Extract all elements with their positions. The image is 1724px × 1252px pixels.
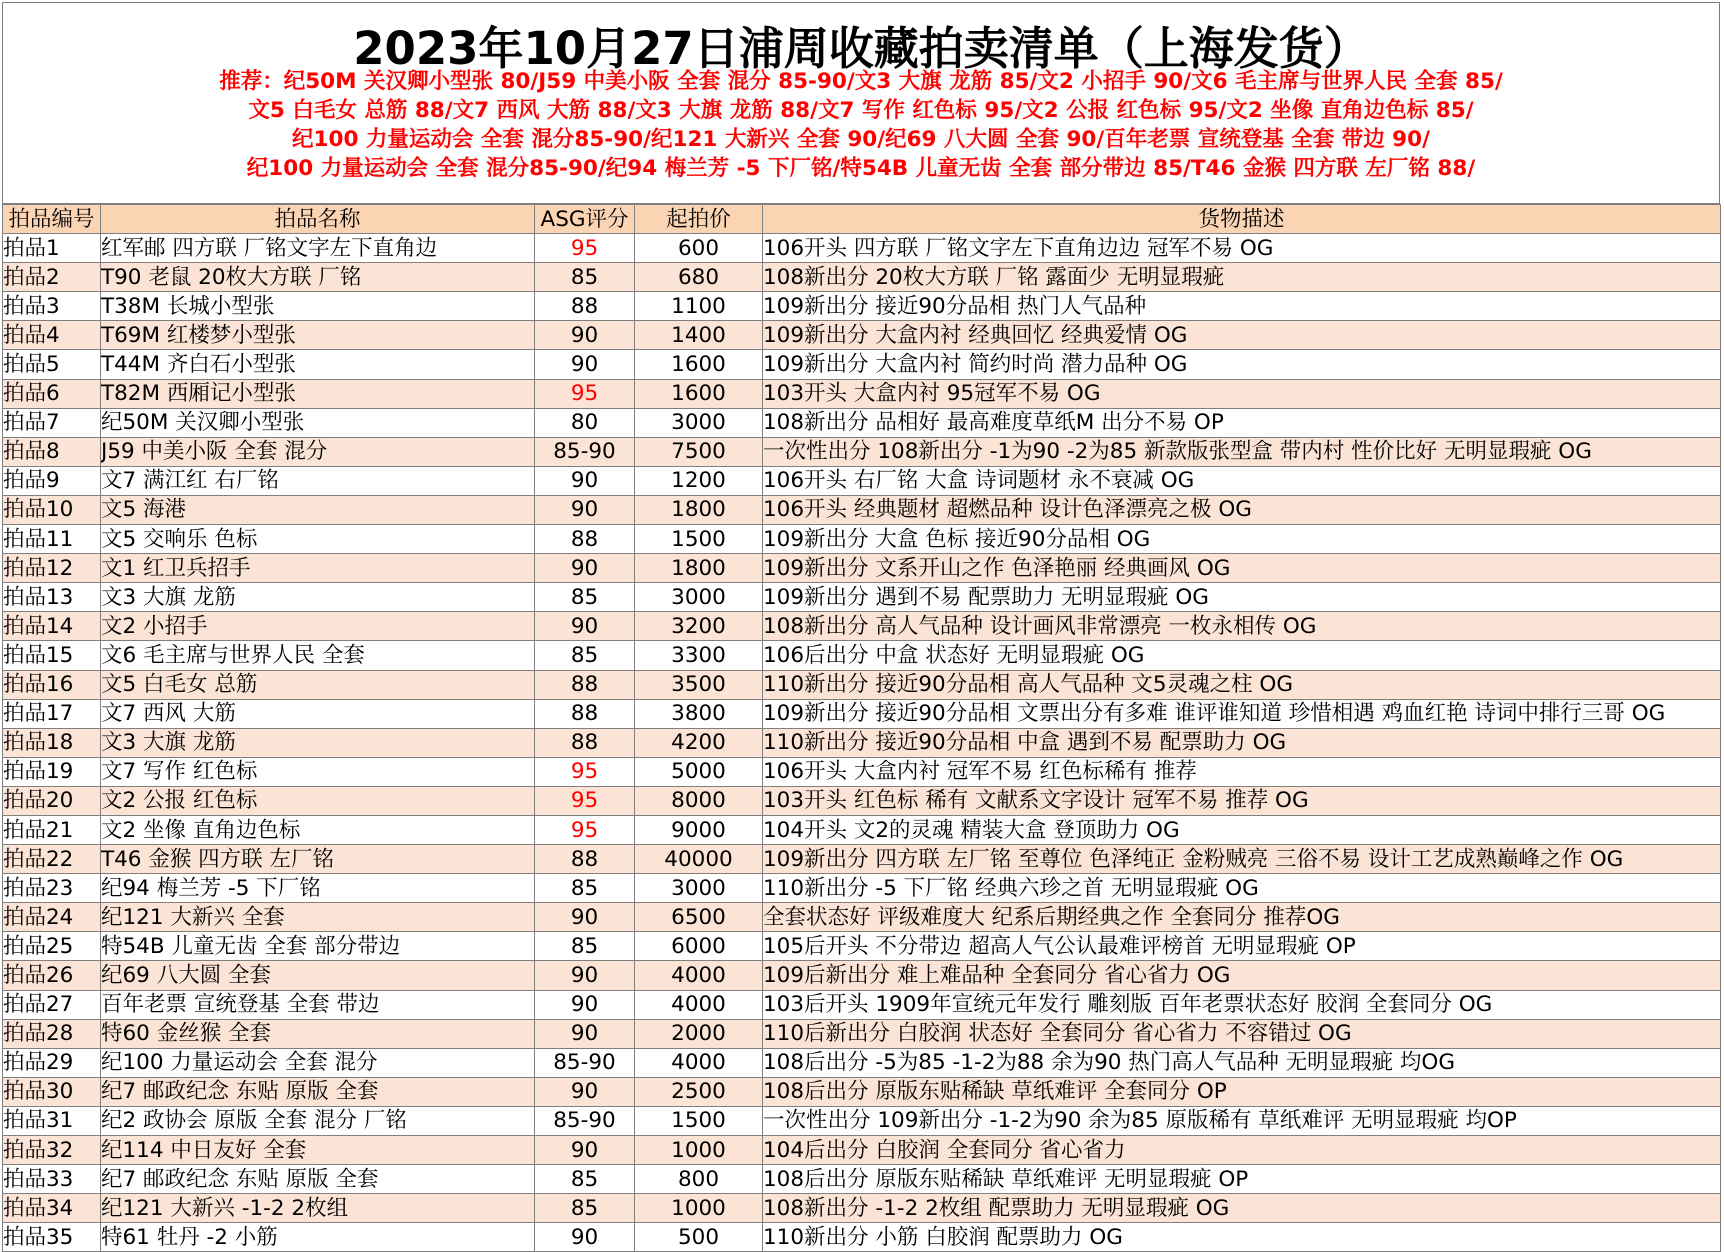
start-price-cell: 1800 (635, 554, 763, 583)
description-cell: 103开头 大盒内衬 95冠军不易 OG (763, 379, 1721, 408)
asg-score-cell: 85 (535, 641, 635, 670)
lot-name-cell: 纪100 力量运动会 全套 混分 (101, 1048, 535, 1077)
start-price-cell: 1100 (635, 292, 763, 321)
start-price-cell: 8000 (635, 786, 763, 815)
description-cell: 109新出分 接近90分品相 文票出分有多难 谁评谁知道 珍惜相遇 鸡血红艳 诗词中排行三哥 OG (763, 699, 1721, 728)
table-row (3, 990, 1721, 1019)
lot-name-cell: 文2 公报 红色标 (101, 786, 535, 815)
table-row (3, 263, 1721, 292)
lot-name-cell: 特54B 儿童无齿 全套 部分带边 (101, 932, 535, 961)
lot-name-cell: T46 金猴 四方联 左厂铭 (101, 845, 535, 874)
table-header-row (3, 205, 1721, 234)
start-price-cell: 3000 (635, 874, 763, 903)
lot-name-cell: 纪7 邮政纪念 东贴 原版 全套 (101, 1165, 535, 1194)
table-row (3, 961, 1721, 990)
asg-score-cell: 85 (535, 263, 635, 292)
lot-name-cell: 文3 大旗 龙筋 (101, 728, 535, 757)
description-cell: 106开头 经典题材 超燃品种 设计色泽漂亮之极 OG (763, 495, 1721, 524)
asg-score-cell: 90 (535, 612, 635, 641)
lot-name-cell: 文7 满江红 右厂铭 (101, 466, 535, 495)
lot-name-cell: 纪50M 关汉卿小型张 (101, 408, 535, 437)
asg-score-cell: 88 (535, 845, 635, 874)
table-row (3, 641, 1721, 670)
description-cell: 103开头 红色标 稀有 文献系文字设计 冠军不易 推荐 OG (763, 786, 1721, 815)
lot-number-cell: 拍品25 (3, 932, 101, 961)
table-row (3, 321, 1721, 350)
start-price-cell: 500 (635, 1223, 763, 1252)
asg-score-cell: 90 (535, 1136, 635, 1165)
lot-number-cell: 拍品14 (3, 612, 101, 641)
lot-number-cell: 拍品9 (3, 466, 101, 495)
description-cell: 110新出分 -5 下厂铭 经典六珍之首 无明显瑕疵 OG (763, 874, 1721, 903)
lot-number-cell: 拍品21 (3, 815, 101, 844)
start-price-cell: 1600 (635, 379, 763, 408)
description-cell: 一次性出分 108新出分 -1为90 -2为85 新款版张型盒 带内村 性价比好 无明显瑕疵 OG (763, 437, 1721, 466)
lot-name-cell: 纪2 政协会 原版 全套 混分 厂铭 (101, 1106, 535, 1135)
asg-score-cell: 85-90 (535, 1106, 635, 1135)
asg-score-cell: 85-90 (535, 437, 635, 466)
start-price-cell: 40000 (635, 845, 763, 874)
table-row (3, 874, 1721, 903)
lot-name-cell: 文3 大旗 龙筋 (101, 583, 535, 612)
description-cell: 108后出分 -5为85 -1-2为88 余为90 热门高人气品种 无明显瑕疵 均OG (763, 1048, 1721, 1077)
promo-line-3: 纪100 力量运动会 全套 混分85-90/纪121 大新兴 全套 90/纪69 八大圆 全套 90/百年老票 宣统登基 全套 带边 90/ (292, 127, 1430, 152)
asg-score-cell: 95 (535, 757, 635, 786)
lot-number-cell: 拍品27 (3, 990, 101, 1019)
asg-score-cell: 90 (535, 554, 635, 583)
lot-name-cell: 文7 西风 大筋 (101, 699, 535, 728)
start-price-cell: 3300 (635, 641, 763, 670)
lot-number-cell: 拍品29 (3, 1048, 101, 1077)
lot-name-cell: 百年老票 宣统登基 全套 带边 (101, 990, 535, 1019)
description-cell: 109新出分 大盒内衬 简约时尚 潜力品种 OG (763, 350, 1721, 379)
table-row (3, 1048, 1721, 1077)
lot-number-cell: 拍品34 (3, 1194, 101, 1223)
description-cell: 全套状态好 评级难度大 纪系后期经典之作 全套同分 推荐OG (763, 903, 1721, 932)
asg-score-cell: 95 (535, 234, 635, 263)
start-price-cell: 1000 (635, 1194, 763, 1223)
start-price-cell: 1600 (635, 350, 763, 379)
lot-name-cell: 红军邮 四方联 厂铭文字左下直角边 (101, 234, 535, 263)
lot-name-cell: T38M 长城小型张 (101, 292, 535, 321)
lot-number-cell: 拍品3 (3, 292, 101, 321)
lot-name-cell: T82M 西厢记小型张 (101, 379, 535, 408)
start-price-cell: 4000 (635, 1048, 763, 1077)
description-cell: 109后新出分 难上难品种 全套同分 省心省力 OG (763, 961, 1721, 990)
start-price-cell: 4000 (635, 990, 763, 1019)
lot-number-cell: 拍品22 (3, 845, 101, 874)
lot-number-cell: 拍品30 (3, 1077, 101, 1106)
table-row (3, 1223, 1721, 1252)
start-price-cell: 800 (635, 1165, 763, 1194)
start-price-cell: 6500 (635, 903, 763, 932)
description-cell: 108新出分 20枚大方联 厂铭 露面少 无明显瑕疵 (763, 263, 1721, 292)
table-body (3, 234, 1721, 1252)
lot-number-cell: 拍品20 (3, 786, 101, 815)
asg-score-cell: 85 (535, 1165, 635, 1194)
table-row (3, 1077, 1721, 1106)
lot-name-cell: 纪69 八大圆 全套 (101, 961, 535, 990)
column-header-start-price: 起拍价 (635, 205, 763, 234)
lot-number-cell: 拍品10 (3, 495, 101, 524)
table-row (3, 728, 1721, 757)
lot-number-cell: 拍品18 (3, 728, 101, 757)
lot-number-cell: 拍品33 (3, 1165, 101, 1194)
promo-line-4: 纪100 力量运动会 全套 混分85-90/纪94 梅兰芳 -5 下厂铭/特54B 儿童无齿 全套 部分带边 85/T46 金猴 四方联 左厂铭 88/ (246, 156, 1476, 181)
start-price-cell: 3000 (635, 408, 763, 437)
lot-name-cell: T90 老鼠 20枚大方联 厂铭 (101, 263, 535, 292)
lot-number-cell: 拍品13 (3, 583, 101, 612)
description-cell: 110后新出分 白胶润 状态好 全套同分 省心省力 不容错过 OG (763, 1019, 1721, 1048)
table-row (3, 903, 1721, 932)
header-area (2, 2, 1720, 204)
start-price-cell: 5000 (635, 757, 763, 786)
description-cell: 110新出分 接近90分品相 高人气品种 文5灵魂之柱 OG (763, 670, 1721, 699)
table-row (3, 932, 1721, 961)
table-row (3, 815, 1721, 844)
table-row (3, 699, 1721, 728)
lot-name-cell: 文6 毛主席与世界人民 全套 (101, 641, 535, 670)
asg-score-cell: 90 (535, 350, 635, 379)
lot-number-cell: 拍品2 (3, 263, 101, 292)
start-price-cell: 1500 (635, 525, 763, 554)
table-row (3, 670, 1721, 699)
asg-score-cell: 85 (535, 583, 635, 612)
column-header-lot-number: 拍品编号 (3, 205, 101, 234)
lot-number-cell: 拍品31 (3, 1106, 101, 1135)
start-price-cell: 7500 (635, 437, 763, 466)
start-price-cell: 2000 (635, 1019, 763, 1048)
asg-score-cell: 85 (535, 1194, 635, 1223)
lot-name-cell: 文5 交响乐 色标 (101, 525, 535, 554)
lot-name-cell: J59 中美小阪 全套 混分 (101, 437, 535, 466)
column-header-asg-score: ASG评分 (535, 205, 635, 234)
table-row (3, 234, 1721, 263)
description-cell: 108后出分 原版东贴稀缺 草纸难评 无明显瑕疵 OP (763, 1165, 1721, 1194)
column-header-lot-name: 拍品名称 (101, 205, 535, 234)
asg-score-cell: 85 (535, 874, 635, 903)
start-price-cell: 1400 (635, 321, 763, 350)
lot-name-cell: 纪7 邮政纪念 东贴 原版 全套 (101, 1077, 535, 1106)
description-cell: 110新出分 小筋 白胶润 配票助力 OG (763, 1223, 1721, 1252)
table-row (3, 292, 1721, 321)
asg-score-cell: 85-90 (535, 1048, 635, 1077)
lot-name-cell: 文2 坐像 直角边色标 (101, 815, 535, 844)
description-cell: 104后出分 白胶润 全套同分 省心省力 (763, 1136, 1721, 1165)
description-cell: 108新出分 高人气品种 设计画风非常漂亮 一枚永相传 OG (763, 612, 1721, 641)
table-row (3, 786, 1721, 815)
description-cell: 103后开头 1909年宣统元年发行 雕刻版 百年老票状态好 胶润 全套同分 OG (763, 990, 1721, 1019)
lot-name-cell: 特60 金丝猴 全套 (101, 1019, 535, 1048)
asg-score-cell: 88 (535, 525, 635, 554)
table-row (3, 1019, 1721, 1048)
start-price-cell: 3000 (635, 583, 763, 612)
description-cell: 106开头 四方联 厂铭文字左下直角边边 冠军不易 OG (763, 234, 1721, 263)
asg-score-cell: 95 (535, 815, 635, 844)
asg-score-cell: 95 (535, 786, 635, 815)
asg-score-cell: 88 (535, 699, 635, 728)
lot-number-cell: 拍品6 (3, 379, 101, 408)
asg-score-cell: 90 (535, 466, 635, 495)
description-cell: 110新出分 接近90分品相 中盒 遇到不易 配票助力 OG (763, 728, 1721, 757)
asg-score-cell: 85 (535, 932, 635, 961)
description-cell: 106开头 大盒内衬 冠军不易 红色标稀有 推荐 (763, 757, 1721, 786)
table-row (3, 1106, 1721, 1135)
table-row (3, 408, 1721, 437)
asg-score-cell: 90 (535, 1077, 635, 1106)
asg-score-cell: 80 (535, 408, 635, 437)
lot-name-cell: 文2 小招手 (101, 612, 535, 641)
lot-number-cell: 拍品35 (3, 1223, 101, 1252)
start-price-cell: 600 (635, 234, 763, 263)
table-row (3, 1136, 1721, 1165)
asg-score-cell: 88 (535, 728, 635, 757)
table-row (3, 466, 1721, 495)
lot-number-cell: 拍品16 (3, 670, 101, 699)
lot-number-cell: 拍品32 (3, 1136, 101, 1165)
asg-score-cell: 95 (535, 379, 635, 408)
description-cell: 106后出分 中盒 状态好 无明显瑕疵 OG (763, 641, 1721, 670)
start-price-cell: 680 (635, 263, 763, 292)
lot-number-cell: 拍品11 (3, 525, 101, 554)
asg-score-cell: 90 (535, 495, 635, 524)
description-cell: 109新出分 接近90分品相 热门人气品种 (763, 292, 1721, 321)
description-cell: 108新出分 -1-2 2枚组 配票助力 无明显瑕疵 OG (763, 1194, 1721, 1223)
asg-score-cell: 88 (535, 670, 635, 699)
asg-score-cell: 90 (535, 321, 635, 350)
lot-number-cell: 拍品7 (3, 408, 101, 437)
table-row (3, 554, 1721, 583)
table-row (3, 437, 1721, 466)
description-cell: 105后开头 不分带边 超高人气公认最难评榜首 无明显瑕疵 OP (763, 932, 1721, 961)
start-price-cell: 4000 (635, 961, 763, 990)
column-header-description: 货物描述 (763, 205, 1721, 234)
lot-name-cell: T69M 红楼梦小型张 (101, 321, 535, 350)
lot-name-cell: 纪94 梅兰芳 -5 下厂铭 (101, 874, 535, 903)
start-price-cell: 3800 (635, 699, 763, 728)
table-row (3, 583, 1721, 612)
table-row (3, 612, 1721, 641)
description-cell: 108后出分 原版东贴稀缺 草纸难评 全套同分 OP (763, 1077, 1721, 1106)
table-row (3, 757, 1721, 786)
start-price-cell: 1500 (635, 1106, 763, 1135)
table-row (3, 350, 1721, 379)
table-row (3, 495, 1721, 524)
description-cell: 109新出分 文系开山之作 色泽艳丽 经典画风 OG (763, 554, 1721, 583)
description-cell: 108新出分 品相好 最高难度草纸M 出分不易 OP (763, 408, 1721, 437)
lot-number-cell: 拍品5 (3, 350, 101, 379)
lot-number-cell: 拍品1 (3, 234, 101, 263)
lot-name-cell: 文7 写作 红色标 (101, 757, 535, 786)
start-price-cell: 1200 (635, 466, 763, 495)
start-price-cell: 2500 (635, 1077, 763, 1106)
lot-name-cell: 文5 白毛女 总筋 (101, 670, 535, 699)
asg-score-cell: 88 (535, 292, 635, 321)
table-row (3, 1194, 1721, 1223)
asg-score-cell: 90 (535, 1223, 635, 1252)
description-cell: 一次性出分 109新出分 -1-2为90 余为85 原版稀有 草纸难评 无明显瑕疵 均OP (763, 1106, 1721, 1135)
table-row (3, 379, 1721, 408)
start-price-cell: 3500 (635, 670, 763, 699)
lot-number-cell: 拍品24 (3, 903, 101, 932)
promo-line-2: 文5 白毛女 总筋 88/文7 西风 大筋 88/文3 大旗 龙筋 88/文7 写作 红色标 95/文2 公报 红色标 95/文2 坐像 直角边色标 85/ (248, 98, 1474, 123)
lot-number-cell: 拍品23 (3, 874, 101, 903)
lot-name-cell: 纪121 大新兴 全套 (101, 903, 535, 932)
promo-line-1: 推荐：纪50M 关汉卿小型张 80/J59 中美小阪 全套 混分 85-90/文3 大旗 龙筋 85/文2 小招手 90/文6 毛主席与世界人民 全套 85/ (219, 69, 1503, 94)
lot-name-cell: 文1 红卫兵招手 (101, 554, 535, 583)
lot-number-cell: 拍品26 (3, 961, 101, 990)
lot-number-cell: 拍品15 (3, 641, 101, 670)
start-price-cell: 6000 (635, 932, 763, 961)
lot-name-cell: 特61 牡丹 -2 小筋 (101, 1223, 535, 1252)
lot-number-cell: 拍品12 (3, 554, 101, 583)
description-cell: 109新出分 遇到不易 配票助力 无明显瑕疵 OG (763, 583, 1721, 612)
lot-number-cell: 拍品17 (3, 699, 101, 728)
lot-number-cell: 拍品19 (3, 757, 101, 786)
asg-score-cell: 90 (535, 990, 635, 1019)
description-cell: 106开头 右厂铭 大盒 诗词题材 永不衰减 OG (763, 466, 1721, 495)
page-title: 2023年10月27日浦周收藏拍卖清单（上海发货） (353, 22, 1369, 75)
asg-score-cell: 90 (535, 903, 635, 932)
table-row (3, 525, 1721, 554)
asg-score-cell: 90 (535, 1019, 635, 1048)
lot-number-cell: 拍品8 (3, 437, 101, 466)
start-price-cell: 1800 (635, 495, 763, 524)
description-cell: 109新出分 四方联 左厂铭 至尊位 色泽纯正 金粉贼亮 三俗不易 设计工艺成熟巅峰之作 OG (763, 845, 1721, 874)
start-price-cell: 3200 (635, 612, 763, 641)
table-row (3, 845, 1721, 874)
start-price-cell: 9000 (635, 815, 763, 844)
start-price-cell: 4200 (635, 728, 763, 757)
description-cell: 109新出分 大盒 色标 接近90分品相 OG (763, 525, 1721, 554)
lot-name-cell: 纪121 大新兴 -1-2 2枚组 (101, 1194, 535, 1223)
lot-number-cell: 拍品4 (3, 321, 101, 350)
lot-name-cell: 文5 海港 (101, 495, 535, 524)
start-price-cell: 1000 (635, 1136, 763, 1165)
description-cell: 104开头 文2的灵魂 精装大盒 登顶助力 OG (763, 815, 1721, 844)
auction-table (2, 204, 1721, 1252)
table-row (3, 1165, 1721, 1194)
asg-score-cell: 90 (535, 961, 635, 990)
lot-name-cell: T44M 齐白石小型张 (101, 350, 535, 379)
lot-number-cell: 拍品28 (3, 1019, 101, 1048)
lot-name-cell: 纪114 中日友好 全套 (101, 1136, 535, 1165)
description-cell: 109新出分 大盒内衬 经典回忆 经典爱情 OG (763, 321, 1721, 350)
